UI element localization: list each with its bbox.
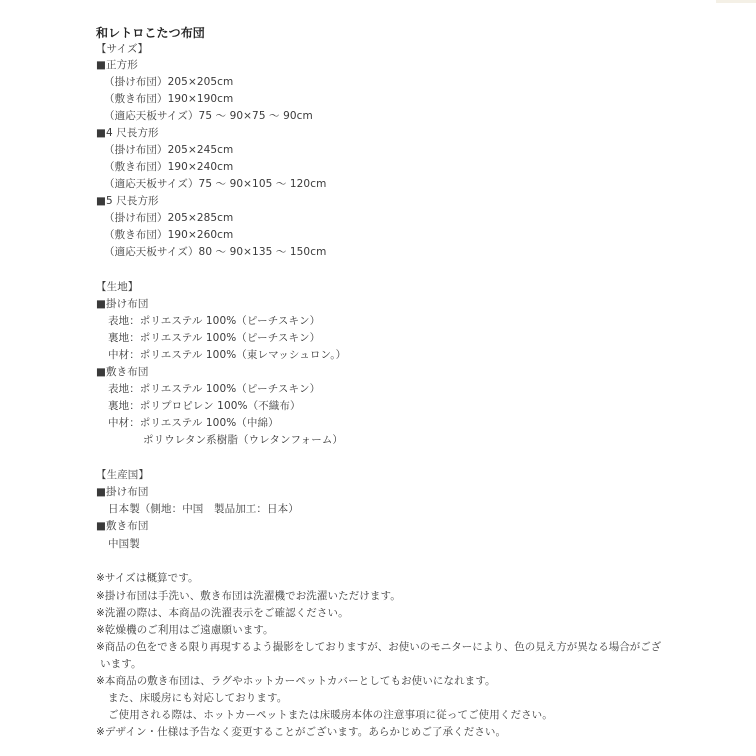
size-group-name: ■5 尺長方形 [96,195,159,207]
origin-row: 中国製 [108,538,140,550]
note-line: います。 [100,658,142,670]
material-row: 裏地：ポリプロピレン 100%（不織布） [108,400,301,412]
size-group-name: ■4 尺長方形 [96,127,159,139]
size-row: （適応天板サイズ）80 ～ 90×135 ～ 150cm [104,246,327,258]
size-row: （敷き布団）190×190cm [104,93,234,105]
note-line: ご使用される際は、ホットカーペットまたは床暖房本体の注意事項に従ってご使用ください。 [108,709,553,721]
material-group-name: ■敷き布団 [96,366,149,378]
size-row: （適応天板サイズ）75 ～ 90×105 ～ 120cm [104,178,327,190]
size-group-name: ■正方形 [96,59,138,71]
size-row: （掛け布団）205×245cm [104,144,234,156]
material-heading: 【生地】 [96,281,139,293]
size-heading: 【サイズ】 [96,43,149,55]
size-row: （適応天板サイズ）75 ～ 90×75 ～ 90cm [104,110,313,122]
material-row: 裏地：ポリエステル 100%（ピーチスキン） [108,332,321,344]
size-row: （敷き布団）190×240cm [104,161,234,173]
material-row: ポリウレタン系樹脂（ウレタンフォーム） [143,434,344,446]
origin-row: 日本製（側地：中国 製品加工：日本） [108,503,299,515]
size-row: （掛け布団）205×285cm [104,212,234,224]
note-line: ※掛け布団は手洗い、敷き布団は洗濯機でお洗濯いただけます。 [96,590,401,602]
top-accent-bar [716,0,756,3]
material-row: 表地：ポリエステル 100%（ピーチスキン） [108,315,321,327]
note-line: ※デザイン・仕様は予告なく変更することがございます。あらかじめご了承ください。 [96,726,507,738]
material-row: 表地：ポリエステル 100%（ピーチスキン） [108,383,321,395]
note-line: ※サイズは概算です。 [96,572,199,584]
page-title: 和レトロこたつ布団 [96,26,205,40]
material-row: 中材：ポリエステル 100%（東レマッシュロン。） [108,349,347,361]
note-line: ※乾燥機のご利用はご遠慮願います。 [96,624,274,636]
material-row: 中材：ポリエステル 100%（中綿） [108,417,279,429]
note-line: また、床暖房にも対応しております。 [108,692,288,704]
note-line: ※本商品の敷き布団は、ラグやホットカーペットカバーとしてもお使いになれます。 [96,675,496,687]
origin-heading: 【生産国】 [96,469,149,481]
note-line: ※商品の色をできる限り再現するよう撮影をしておりますが、お使いのモニターにより、色の見え方が異なる場合がござ [96,641,662,653]
size-row: （掛け布団）205×205cm [104,76,234,88]
material-group-name: ■掛け布団 [96,298,149,310]
origin-group-name: ■掛け布団 [96,486,149,498]
size-row: （敷き布団）190×260cm [104,229,234,241]
origin-group-name: ■敷き布団 [96,520,149,532]
note-line: ※洗濯の際は、本商品の洗濯表示をご確認ください。 [96,607,349,619]
